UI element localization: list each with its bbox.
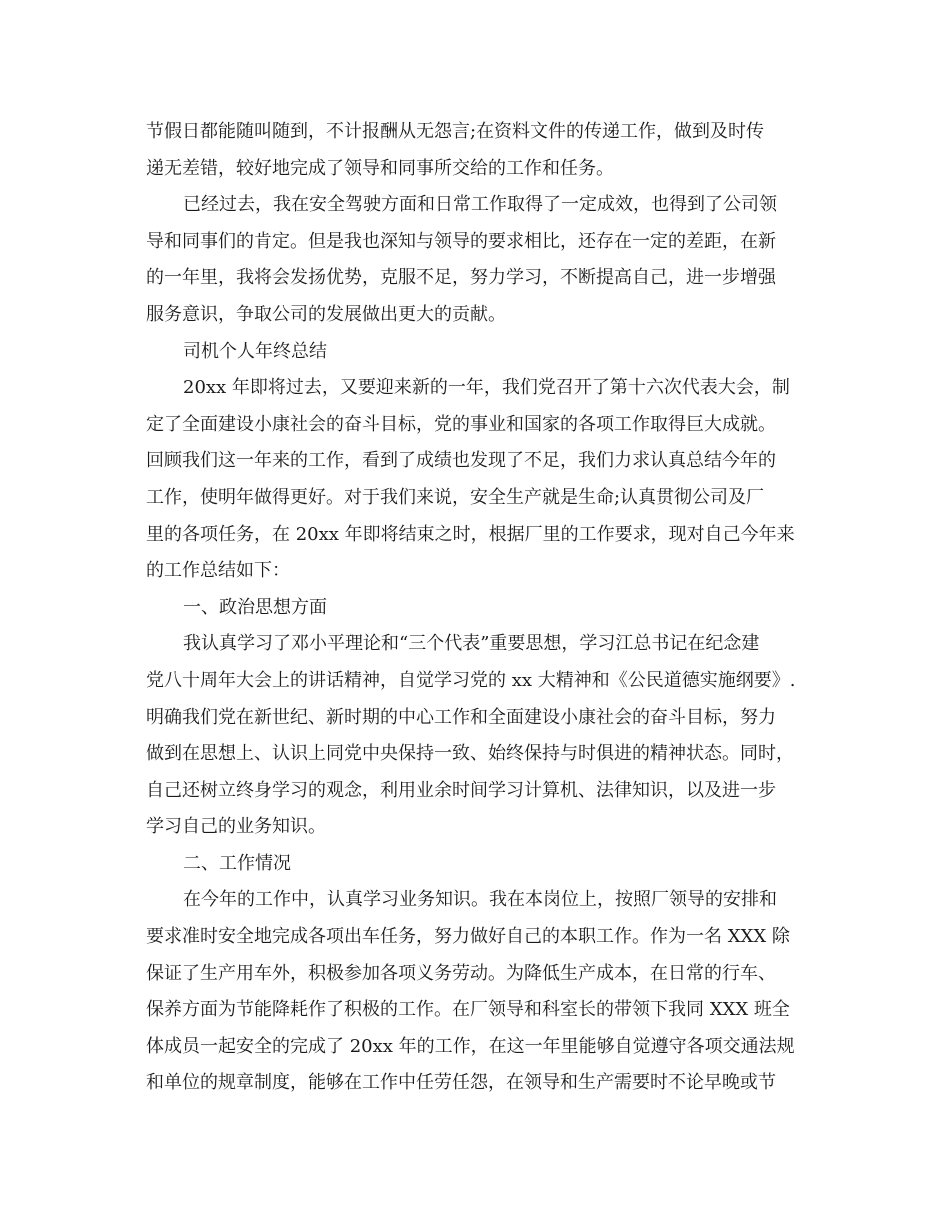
text-line: 里的各项任务，在 20xx 年即将结束之时，根据厂里的工作要求，现对自己今年来 (146, 523, 795, 545)
text-line: 明确我们党在新世纪、新时期的中心工作和全面建设小康社会的奋斗目标，努力 (146, 706, 776, 728)
text-line: 已经过去，我在安全驾驶方面和日常工作取得了一定成效，也得到了公司领 (183, 194, 777, 216)
text-line: 司机个人年终总结 (183, 340, 327, 362)
text-line: 服务意识，争取公司的发展做出更大的贡献。 (146, 303, 506, 325)
text-line: 导和同事们的肯定。但是我也深知与领导的要求相比，还存在一定的差距，在新 (146, 230, 776, 252)
text-line: 体成员一起安全的完成了 20xx 年的工作，在这一年里能够自觉遵守各项交通法规 (146, 1035, 795, 1057)
text-line: 学习自己的业务知识。 (146, 816, 326, 838)
text-line: 的一年里，我将会发扬优势，克服不足，努力学习，不断提高自己，进一步增强 (146, 267, 776, 289)
text-line: 二、工作情况 (183, 852, 291, 874)
text-line: 一、政治思想方面 (183, 596, 327, 618)
document-body (146, 114, 814, 1102)
text-line: 在今年的工作中，认真学习业务知识。我在本岗位上，按照厂领导的安排和 (183, 889, 777, 911)
text-line: 我认真学习了邓小平理论和“三个代表”重要思想，学习江总书记在纪念建 (183, 633, 760, 655)
text-line: 和单位的规章制度，能够在工作中任劳任怨，在领导和生产需要时不论早晚或节 (146, 1072, 776, 1094)
text-line: 工作，使明年做得更好。对于我们来说，安全生产就是生命;认真贯彻公司及厂 (146, 486, 765, 508)
text-line: 自己还树立终身学习的观念，利用业余时间学习计算机、法律知识，以及进一步 (146, 779, 776, 801)
text-line: 保养方面为节能降耗作了积极的工作。在厂领导和科室长的带领下我同 XXX 班全 (146, 999, 790, 1021)
text-line: 回顾我们这一年来的工作，看到了成绩也发现了不足，我们力求认真总结今年的 (146, 450, 776, 472)
text-line: 保证了生产用车外，积极参加各项义务劳动。为降低生产成本，在日常的行车、 (146, 962, 776, 984)
text-line: 党八十周年大会上的讲话精神，自觉学习党的 xx 大精神和《公民道德实施纲要》. (146, 669, 796, 691)
text-line: 要求准时安全地完成各项出车任务，努力做好自己的本职工作。作为一名 XXX 除 (146, 926, 790, 948)
text-line: 20xx 年即将过去，又要迎来新的一年，我们党召开了第十六次代表大会，制 (183, 377, 790, 399)
text-line: 的工作总结如下： (146, 560, 290, 582)
text-line: 递无差错，较好地完成了领导和同事所交给的工作和任务。 (146, 157, 614, 179)
text-line: 定了全面建设小康社会的奋斗目标，党的事业和国家的各项工作取得巨大成就。 (146, 413, 776, 435)
text-line: 节假日都能随叫随到，不计报酬从无怨言;在资料文件的传递工作，做到及时传 (146, 121, 765, 142)
text-line: 做到在思想上、认识上同党中央保持一致、始终保持与时俱进的精神状态。同时， (146, 743, 794, 765)
